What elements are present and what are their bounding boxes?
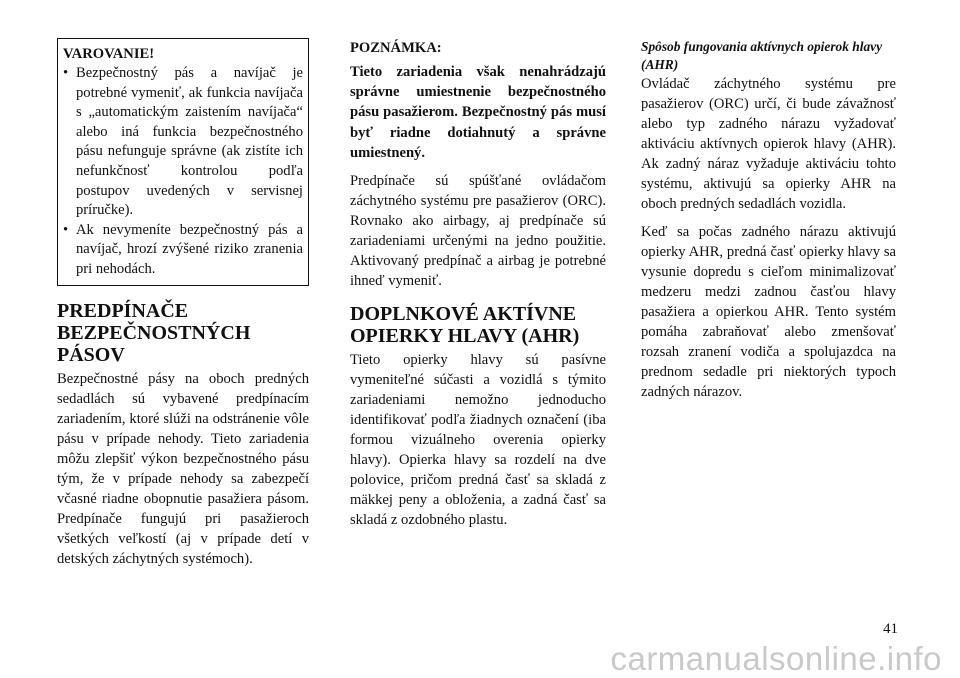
middle-column — [350, 38, 606, 530]
warning-title: VAROVANIE! — [63, 46, 155, 62]
note-title: POZNÁMKA: — [350, 40, 442, 56]
section-heading-pretensioners: PREDPÍNAČE BEZPEČNOSTNÝCH PÁSOV — [57, 299, 251, 366]
watermark: carmanualsonline.info — [610, 640, 942, 677]
warning-item: • Ak nevymeníte bezpečnostný pás a navíjač, hrozí zvýšené riziko zranenia pri nehodách. — [63, 221, 303, 280]
orc-paragraph: Predpínače sú spúšťané ovládačom záchytného systému pre pasažierov (ORC). Rovnako ako airbagy, aj predpínače sú zariadeniami určenými na jedno použitie. Aktivovaný predpínač a airbag je potrebné ihneď vymeniť. — [350, 173, 606, 290]
ahr-paragraph: Tieto opierky hlavy sú pasívne vymeniteľné súčasti a vozidlá s týmito zariadeniami nemožno jednoducho identifikovať podľa žiadnych označení (iba formou vizuálneho overenia opierky hlavy). Opierka hlavy sa rozdelí na dve polovice, pričom predná časť sa skladá z mäkkej peny a obloženia, a zadná časť sa skladá z ozdobného plastu. — [350, 352, 606, 529]
section-heading-ahr: DOPLNKOVÉ AKTÍVNE OPIERKY HLAVY (AHR) — [350, 303, 580, 348]
note-text: Tieto zariadenia však nenahrádzajú správne umiestnenie bezpečnostného pásu pasažierom. Bezpečnostný pás musí byť riadne dotiahnutý a správne umiestnený. — [350, 64, 606, 161]
ahr-operation-paragraph-1: Ovládač záchytného systému pre pasažierov (ORC) určí, či bude závažnosť alebo typ zadného nárazu vyžadovať aktiváciu aktívnych opierok hlavy (AHR). Ak zadný náraz vyžaduje aktiváciu tohto systému, aktivujú sa opierky AHR na oboch predných sedadlách vozidla. — [641, 76, 896, 212]
pretensioners-paragraph: Bezpečnostné pásy na oboch predných sedadlách sú vybavené predpínacím zariadením, ktoré slúži na odstránenie vôle pásu v prípade nehody. Tieto zariadenia môžu zlepšiť výkon bezpečnostného pásu tým, že v prípade nehody sa zabezpečí včasné riadne obopnutie pasažiera pásom. Predpínače fungujú pri pasažieroch všetkých veľkostí (aj v prípade detí v detských záchytných systémoch). — [57, 370, 309, 567]
page-number: 41 — [883, 621, 898, 637]
warning-list — [63, 64, 303, 280]
right-column — [641, 38, 896, 402]
warning-box — [57, 38, 309, 286]
ahr-subheading: Spôsob fungovania aktívnych opierok hlavy (AHR) — [641, 39, 883, 72]
left-column — [57, 38, 309, 569]
warning-item: • Bezpečnostný pás a navíjač je potrebné vymeniť, ak funkcia navíjača s „automatickým zaistením navíjača“ alebo iná funkcia bezpečnostného pásu nefunguje správne (ak zistíte ich nefunkčnosť kontrolou podľa postupov uvedených v servisnej príručke). — [63, 64, 303, 221]
ahr-operation-paragraph-2: Keď sa počas zadného nárazu aktivujú opierky AHR, predná časť opierky hlavy sa vysunie dopredu s cieľom minimalizovať medzeru medzi zadnou časťou hlavy pasažiera a opierkou AHR. Tento systém pomáha zabraňovať alebo zmenšovať rozsah zranení vodiča a spolujazdca na prednom sedadle pri niektorých typoch zadných nárazov. — [641, 224, 896, 400]
